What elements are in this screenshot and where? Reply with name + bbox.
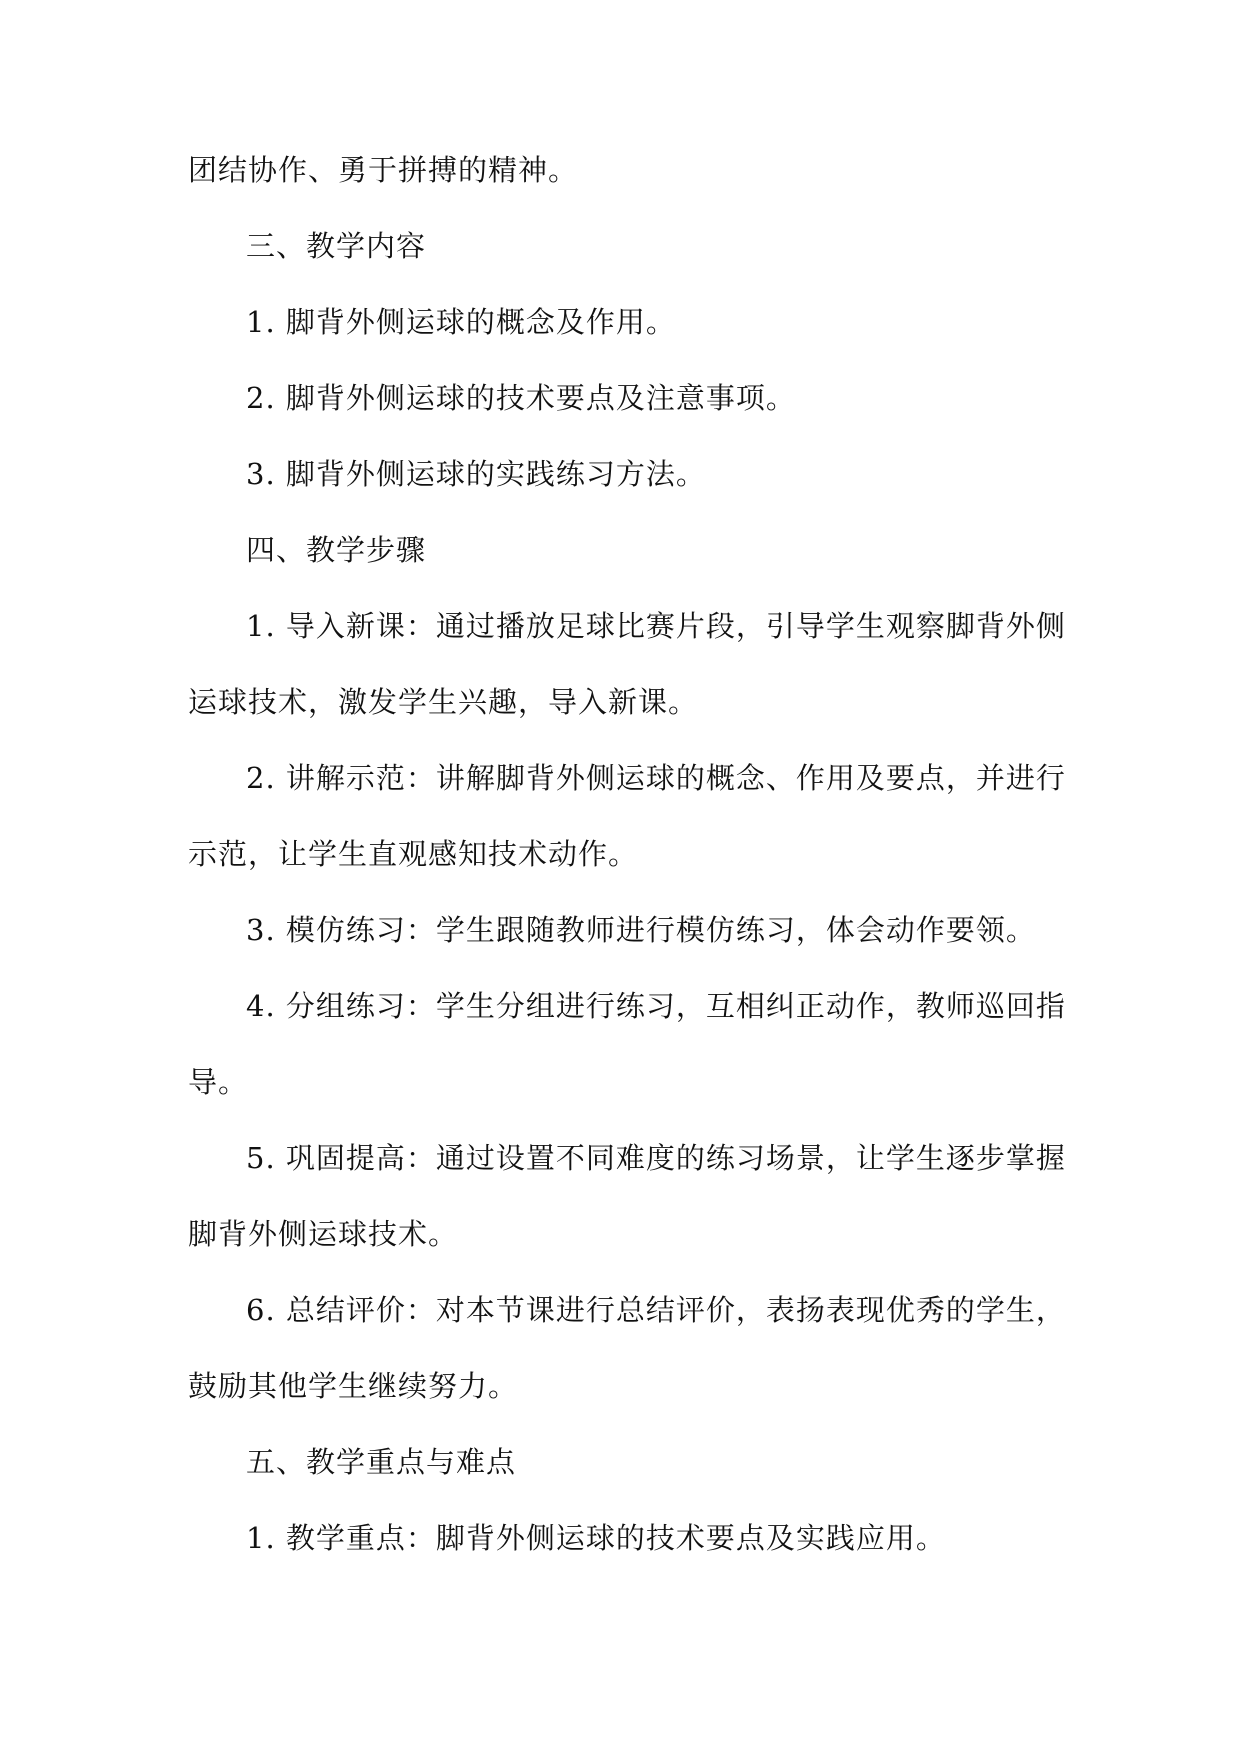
list-item: 3. 模仿练习：学生跟随教师进行模仿练习，体会动作要领。 — [246, 913, 1036, 947]
paragraph-continuation: 团结协作、勇于拼搏的精神。 — [188, 153, 579, 187]
section-heading-key-points: 五、教学重点与难点 — [246, 1445, 517, 1479]
list-item-continuation: 导。 — [188, 1065, 249, 1099]
section-heading-teaching-content: 三、教学内容 — [246, 229, 427, 263]
list-item: 6. 总结评价：对本节课进行总结评价，表扬表现优秀的学生， — [246, 1293, 1066, 1327]
section-heading-teaching-steps: 四、教学步骤 — [246, 533, 427, 567]
list-item: 2. 讲解示范：讲解脚背外侧运球的概念、作用及要点，并进行 — [246, 761, 1066, 795]
list-item: 1. 导入新课：通过播放足球比赛片段，引导学生观察脚背外侧 — [246, 609, 1066, 643]
list-item-continuation: 示范，让学生直观感知技术动作。 — [188, 837, 639, 871]
list-item: 3. 脚背外侧运球的实践练习方法。 — [246, 457, 706, 491]
list-item: 4. 分组练习：学生分组进行练习，互相纠正动作，教师巡回指 — [246, 989, 1066, 1023]
list-item: 1. 教学重点：脚背外侧运球的技术要点及实践应用。 — [246, 1521, 946, 1555]
list-item-continuation: 鼓励其他学生继续努力。 — [188, 1369, 519, 1403]
list-item: 1. 脚背外侧运球的概念及作用。 — [246, 305, 676, 339]
list-item-continuation: 运球技术，激发学生兴趣，导入新课。 — [188, 685, 699, 719]
list-item: 2. 脚背外侧运球的技术要点及注意事项。 — [246, 381, 796, 415]
list-item-continuation: 脚背外侧运球技术。 — [188, 1217, 459, 1251]
list-item: 5. 巩固提高：通过设置不同难度的练习场景，让学生逐步掌握 — [246, 1141, 1066, 1175]
